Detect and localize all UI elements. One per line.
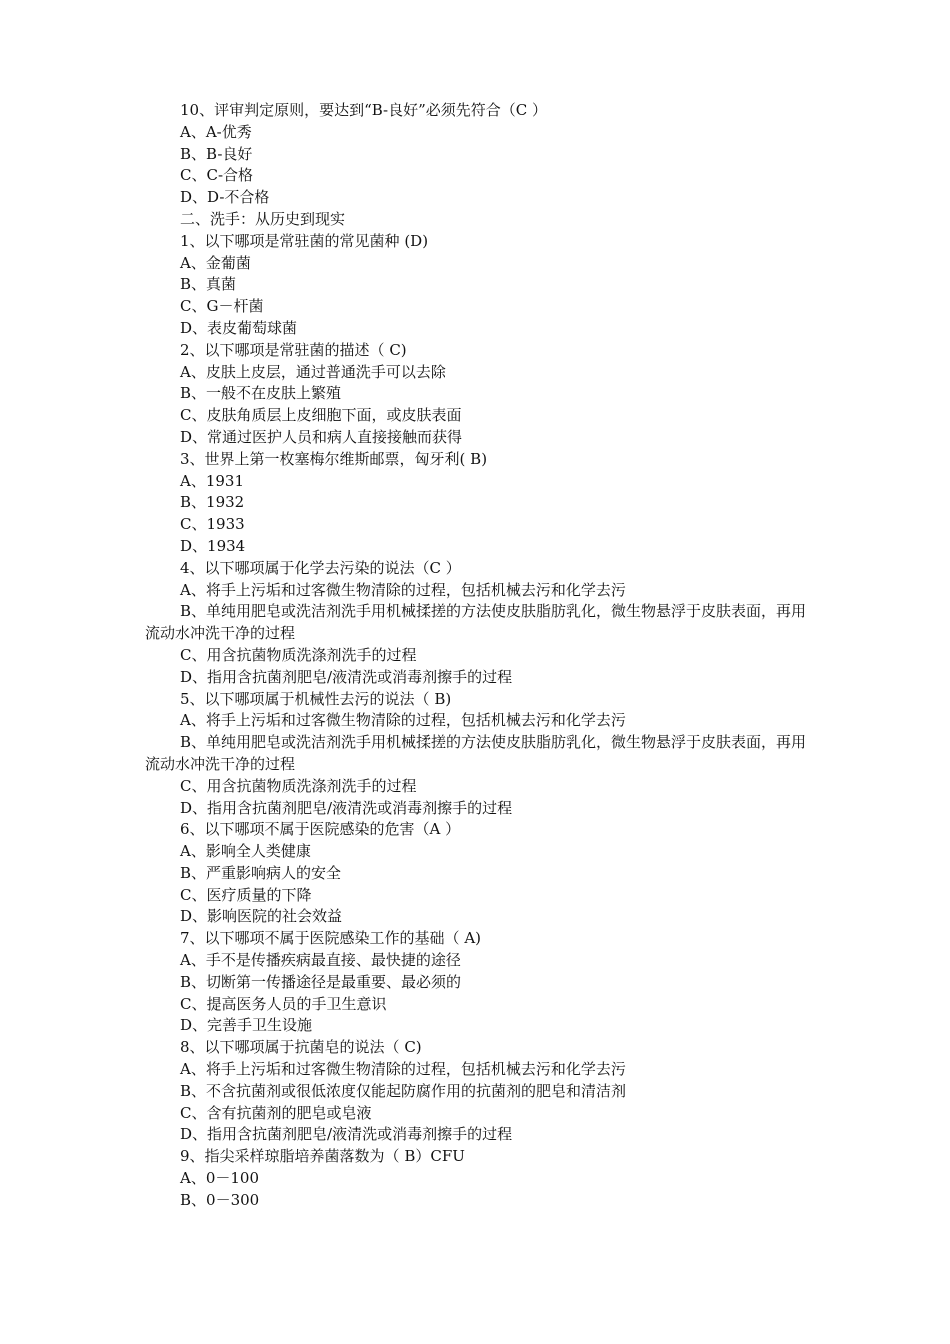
option-b: B、不含抗菌剂或很低浓度仅能起防腐作用的抗菌剂的肥皂和清洁剂 — [180, 1081, 627, 1100]
option-a: A、0－100 — [180, 1169, 260, 1188]
option-a: A、将手上污垢和过客微生物清除的过程，包括机械去污和化学去污 — [180, 580, 626, 599]
question-2: 2、以下哪项是常驻菌的描述（ C) — [180, 340, 407, 359]
option-a: A、将手上污垢和过客微生物清除的过程，包括机械去污和化学去污 — [180, 711, 626, 730]
option-c: C、提高医务人员的手卫生意识 — [180, 994, 387, 1013]
option-c: C、医疗质量的下降 — [180, 885, 312, 904]
option-c: C、用含抗菌物质洗涤剂洗手的过程 — [180, 776, 417, 795]
option-b: B、切断第一传播途径是最重要、最必须的 — [180, 972, 462, 991]
option-c: C、含有抗菌剂的肥皂或皂液 — [180, 1103, 372, 1122]
option-d: D、常通过医护人员和病人直接接触而获得 — [180, 427, 463, 446]
option-d: D、表皮葡萄球菌 — [180, 318, 298, 337]
option-b: B、单纯用肥皂或洗洁剂洗手用机械揉搓的方法使皮肤脂肪乳化，微生物悬浮于皮肤表面，再用流动水冲洗干净的过程 — [145, 602, 807, 643]
option-b: B、严重影响病人的安全 — [180, 863, 342, 882]
option-d: D、指用含抗菌剂肥皂/液清洗或消毒剂擦手的过程 — [180, 667, 513, 686]
option-b: B、单纯用肥皂或洗洁剂洗手用机械揉搓的方法使皮肤脂肪乳化，微生物悬浮于皮肤表面，再用流动水冲洗干净的过程 — [145, 733, 807, 773]
question-9: 9、指尖采样琼脂培养菌落数为（ B）CFU — [180, 1147, 465, 1166]
question-6: 6、以下哪项不属于医院感染的危害（A ） — [180, 820, 461, 839]
question-5: 5、以下哪项属于机械性去污的说法（ B) — [180, 689, 452, 708]
option-d: D、D-不合格 — [180, 188, 270, 207]
section-heading: 二、洗手：从历史到现实 — [180, 209, 346, 228]
question-7: 7、以下哪项不属于医院感染工作的基础（ A) — [180, 929, 481, 948]
option-b: B、0－300 — [180, 1190, 260, 1209]
option-d: D、指用含抗菌剂肥皂/液清洗或消毒剂擦手的过程 — [180, 1125, 513, 1144]
option-b: B、一般不在皮肤上繁殖 — [180, 384, 342, 403]
option-a: A、金葡菌 — [180, 253, 251, 272]
option-d: D、1934 — [180, 536, 246, 555]
option-b: B、B-良好 — [180, 144, 253, 163]
option-a: A、将手上污垢和过客微生物清除的过程，包括机械去污和化学去污 — [180, 1060, 626, 1079]
question-10: 10、评审判定原则，要达到“B-良好”必须先符合（C ） — [180, 101, 548, 119]
option-c: C、G－杆菌 — [180, 297, 264, 316]
option-a: A、手不是传播疾病最直接、最快捷的途径 — [180, 951, 461, 970]
option-b: B、真菌 — [180, 275, 237, 294]
option-c: C、皮肤角质层上皮细胞下面，或皮肤表面 — [180, 406, 462, 425]
option-d: D、影响医院的社会效益 — [180, 907, 343, 926]
option-c: C、C-合格 — [180, 166, 254, 185]
option-d: D、完善手卫生设施 — [180, 1016, 313, 1035]
option-a: A、A-优秀 — [180, 122, 252, 141]
option-a: A、皮肤上皮层，通过普通洗手可以去除 — [180, 362, 446, 381]
document-body — [145, 100, 815, 1212]
option-c: C、1933 — [180, 515, 245, 534]
option-a: A、1931 — [180, 471, 245, 490]
option-c: C、用含抗菌物质洗涤剂洗手的过程 — [180, 645, 417, 664]
question-1: 1、以下哪项是常驻菌的常见菌种 (D) — [180, 231, 429, 250]
option-b: B、1932 — [180, 493, 245, 512]
question-4: 4、以下哪项属于化学去污染的说法（C ） — [180, 558, 461, 577]
option-a: A、影响全人类健康 — [180, 842, 311, 861]
question-8: 8、以下哪项属于抗菌皂的说法（ C) — [180, 1038, 422, 1057]
question-3: 3、世界上第一枚塞梅尔维斯邮票，匈牙利( B) — [180, 449, 488, 468]
option-d: D、指用含抗菌剂肥皂/液清洗或消毒剂擦手的过程 — [180, 798, 513, 817]
